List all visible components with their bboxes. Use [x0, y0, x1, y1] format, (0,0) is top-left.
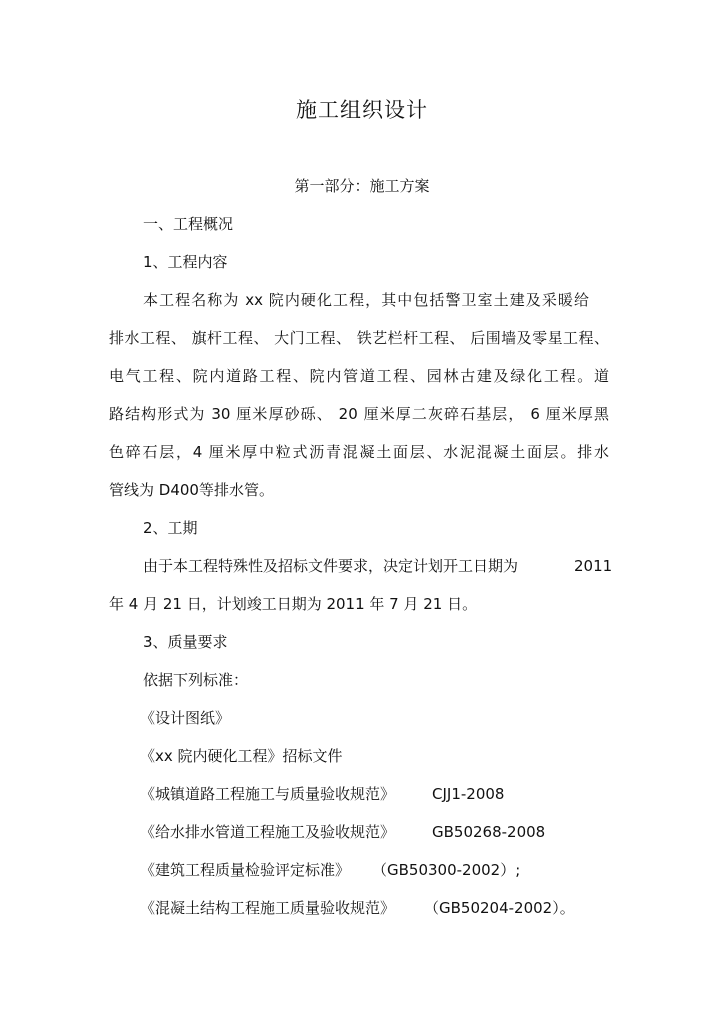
paragraph-year: 2011 — [574, 557, 613, 575]
paragraph-line: 管线为 D400等排水管。 — [109, 481, 274, 499]
paragraph-text: 色碎石层，4 厘米厚中粒式沥青混凝土面层、水泥混凝土面层。排水 — [109, 443, 609, 461]
subsection-heading: 2、工期 — [143, 519, 198, 537]
standard-name: 《设计图纸》 — [140, 709, 231, 727]
paragraph-line — [109, 404, 609, 424]
paragraph-line: 年 4 月 21 日，计划竣工日期为 2011 年 7 月 21 日。 — [109, 595, 478, 613]
standard-name: 《城镇道路工程施工与质量验收规范》 — [140, 785, 396, 803]
paragraph-text: 本工程名称为 xx 院内硬化工程，其中包括警卫室土建及采暖给 — [143, 291, 589, 309]
standard-item — [140, 860, 350, 880]
part-heading: 第一部分：施工方案 — [294, 177, 430, 195]
standard-name: 《给水排水管道工程施工及验收规范》 — [140, 823, 396, 841]
standard-code: （GB50300-2002）; — [372, 861, 521, 879]
standard-item — [140, 898, 395, 918]
standard-code: （GB50204-2002）。 — [424, 899, 575, 917]
paragraph-line: 由于本工程特殊性及招标文件要求，决定计划开工日期为 — [143, 557, 519, 575]
paragraph-line — [143, 290, 589, 310]
standard-code: GB50268-2008 — [432, 823, 546, 841]
subsection-heading: 3、质量要求 — [143, 633, 228, 651]
standard-item — [140, 784, 395, 804]
standard-name: 《xx 院内硬化工程》招标文件 — [140, 747, 343, 765]
paragraph-line — [109, 442, 609, 462]
standard-item — [140, 708, 230, 728]
paragraph-text: 电气工程、院内道路工程、院内管道工程、园林古建及绿化工程。道 — [109, 367, 609, 385]
section-heading: 一、工程概况 — [143, 215, 234, 233]
standard-name: 《建筑工程质量检验评定标准》 — [140, 861, 351, 879]
standard-code: CJJ1-2008 — [432, 785, 505, 803]
paragraph-text: 排水工程、 旗杆工程、 大门工程、 铁艺栏杆工程、 后围墙及零星工程、 — [109, 329, 609, 347]
paragraph-line — [109, 328, 609, 348]
subsection-heading: 1、工程内容 — [143, 253, 228, 271]
standards-intro: 依据下列标准： — [143, 671, 249, 689]
standard-item — [140, 822, 395, 842]
paragraph-text: 路结构形式为 30 厘米厚砂砾、 20 厘米厚二灰碎石基层， 6 厘米厚黑 — [109, 405, 609, 423]
paragraph-line — [109, 366, 609, 386]
document-title: 施工组织设计 — [296, 98, 428, 122]
standard-name: 《混凝土结构工程施工质量验收规范》 — [140, 899, 396, 917]
standard-item — [140, 746, 343, 766]
